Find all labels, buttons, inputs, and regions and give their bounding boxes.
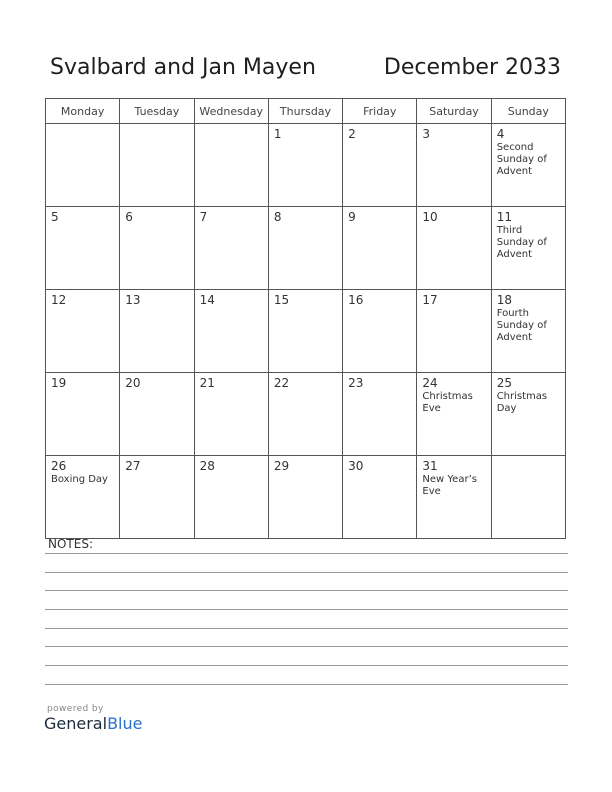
note-line: [45, 684, 568, 685]
day-cell: [491, 456, 565, 539]
holiday-label: Third Sunday of Advent: [496, 225, 547, 260]
note-line: [45, 572, 568, 573]
day-cell: [46, 124, 120, 207]
note-line: [45, 646, 568, 647]
day-cell: [491, 373, 565, 456]
week-row: [46, 456, 566, 539]
weekday-header-row: [46, 99, 566, 124]
day-cell: [343, 373, 417, 456]
day-cell: [194, 207, 268, 290]
day-cell: [417, 207, 491, 290]
day-number: 11: [496, 210, 512, 224]
day-number: 31: [422, 459, 438, 473]
note-line: [45, 609, 568, 610]
day-cell: [194, 290, 268, 373]
calendar-location-title: Svalbard and Jan Mayen: [50, 55, 316, 80]
day-number: 19: [51, 376, 67, 390]
day-number: 14: [199, 293, 215, 307]
note-line: [45, 628, 568, 629]
weekday-header: Friday: [343, 99, 417, 124]
weekday-header: Monday: [46, 99, 120, 124]
day-cell: [46, 290, 120, 373]
note-line: [45, 590, 568, 591]
day-number: 15: [273, 293, 290, 307]
holiday-label: New Year’s Eve: [422, 474, 477, 497]
day-cell: [268, 290, 342, 373]
day-cell: [417, 124, 491, 207]
day-cell: [194, 124, 268, 207]
week-row: [46, 124, 566, 207]
day-cell: [120, 124, 194, 207]
day-number: 25: [496, 376, 512, 390]
day-number: 7: [199, 210, 208, 224]
day-number: 6: [125, 210, 133, 224]
day-number: 10: [422, 210, 438, 224]
weekday-header: Wednesday: [194, 99, 268, 124]
day-cell: [417, 456, 491, 539]
day-number: 26: [51, 459, 67, 473]
day-number: 21: [199, 376, 215, 390]
weekday-header: Sunday: [491, 99, 565, 124]
weekday-header: Tuesday: [120, 99, 194, 124]
brand-blue: Blue: [107, 714, 143, 733]
brand-logo: [44, 704, 142, 733]
powered-by-text: powered by: [47, 704, 104, 714]
holiday-label: Boxing Day: [51, 474, 108, 485]
day-cell: [120, 456, 194, 539]
day-number: 3: [422, 127, 431, 141]
day-cell: [417, 290, 491, 373]
notes-label: NOTES:: [48, 537, 93, 551]
day-number: 18: [496, 293, 512, 307]
day-number: 16: [348, 293, 364, 307]
day-number: 27: [125, 459, 141, 473]
day-cell: [194, 456, 268, 539]
calendar-grid: [45, 98, 566, 539]
day-number: 4: [496, 127, 505, 141]
day-cell: [268, 456, 342, 539]
day-number: 17: [422, 293, 438, 307]
note-line: [45, 553, 568, 554]
day-cell: [491, 290, 565, 373]
day-cell: [343, 290, 417, 373]
day-cell: [343, 207, 417, 290]
day-cell: [268, 124, 342, 207]
weekday-header: Thursday: [268, 99, 342, 124]
day-number: 28: [199, 459, 215, 473]
holiday-label: Christmas Day: [496, 391, 548, 414]
day-number: 22: [273, 376, 290, 390]
holiday-label: Second Sunday of Advent: [496, 142, 547, 177]
day-number: 12: [51, 293, 67, 307]
day-number: 2: [348, 127, 356, 141]
day-number: 20: [125, 376, 141, 390]
day-cell: [343, 124, 417, 207]
note-line: [45, 665, 568, 666]
day-cell: [491, 124, 565, 207]
brand-wordmark: [44, 714, 142, 733]
week-row: [46, 290, 566, 373]
week-row: [46, 373, 566, 456]
day-number: 5: [51, 210, 59, 224]
week-row: [46, 207, 566, 290]
day-cell: [268, 373, 342, 456]
day-number: 30: [348, 459, 364, 473]
day-cell: [120, 373, 194, 456]
day-number: 9: [348, 210, 356, 224]
day-number: 23: [348, 376, 364, 390]
day-cell: [120, 207, 194, 290]
day-number: 13: [125, 293, 141, 307]
day-cell: [120, 290, 194, 373]
day-number: 29: [273, 459, 290, 473]
weekday-header: Saturday: [417, 99, 491, 124]
day-cell: [491, 207, 565, 290]
day-number: 8: [273, 210, 282, 224]
day-cell: [46, 207, 120, 290]
day-cell: [268, 207, 342, 290]
holiday-label: Christmas Eve: [422, 391, 473, 414]
day-number: 1: [273, 127, 282, 141]
calendar-month-title: December 2033: [383, 55, 561, 80]
day-cell: [194, 373, 268, 456]
day-cell: [46, 456, 120, 539]
day-cell: [46, 373, 120, 456]
day-cell: [417, 373, 491, 456]
day-number: 24: [422, 376, 438, 390]
holiday-label: Fourth Sunday of Advent: [496, 308, 547, 343]
brand-general: General: [44, 714, 108, 733]
day-cell: [343, 456, 417, 539]
